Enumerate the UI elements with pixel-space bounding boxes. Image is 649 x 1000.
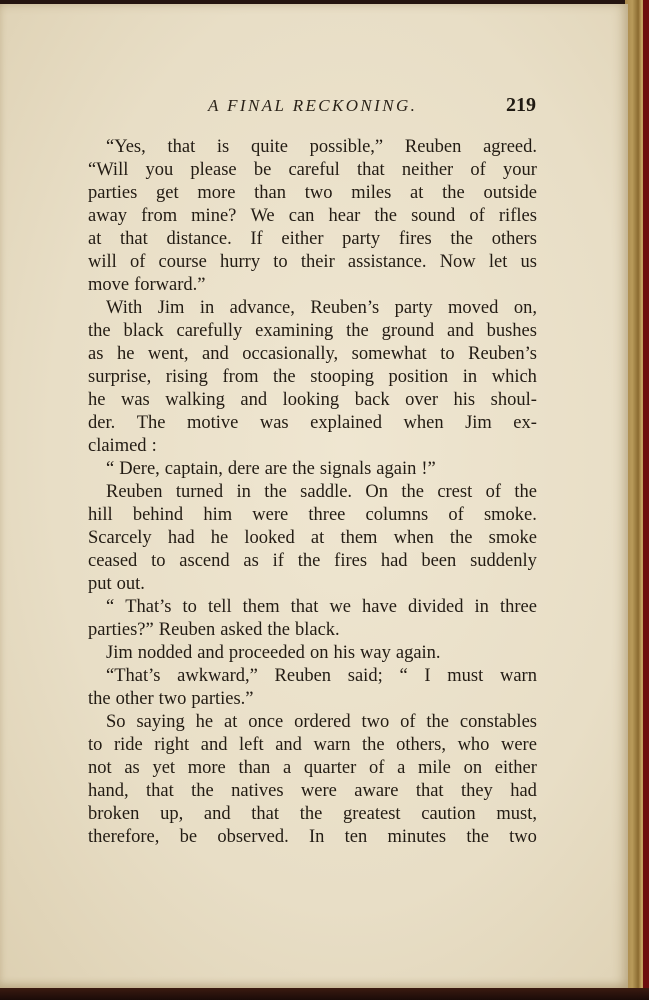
text-line (88, 481, 537, 504)
word: stooping (310, 367, 374, 387)
word: broken (88, 804, 140, 824)
word: nodded (137, 643, 193, 663)
word: forward.” (134, 275, 206, 295)
text-line (88, 458, 537, 481)
word: had (167, 528, 195, 548)
word: and (197, 643, 224, 663)
text-line (88, 320, 537, 343)
word: tell (207, 597, 232, 617)
word: to (440, 344, 455, 364)
word: rifles (498, 206, 537, 226)
word: get (156, 183, 179, 203)
word: walking (165, 390, 225, 410)
word: “That’s (106, 666, 161, 686)
word: surprise, (88, 367, 152, 387)
word: two (361, 712, 390, 732)
text-line (88, 435, 537, 458)
word: saddle. (300, 482, 353, 502)
page-number: 219 (506, 94, 536, 116)
word: him (203, 505, 233, 525)
text-line (88, 757, 537, 780)
word: carefully (176, 321, 243, 341)
word: them (340, 528, 378, 548)
word: Now (439, 252, 476, 272)
word: Scarcely (88, 528, 152, 548)
word: “Will (88, 160, 129, 180)
word: rising (165, 367, 208, 387)
word: examining (255, 321, 334, 341)
word: be (253, 160, 272, 180)
word: “ (399, 666, 408, 686)
word: smoke (488, 528, 537, 548)
word: : (151, 436, 157, 456)
word: miles (351, 183, 392, 203)
word: that (251, 804, 280, 824)
word: on (309, 643, 329, 663)
word: again. (395, 643, 441, 663)
word: the (514, 482, 537, 502)
text-line (88, 734, 537, 757)
word: behind (132, 505, 184, 525)
word: when (403, 413, 444, 433)
word: the (88, 689, 111, 709)
text-line (88, 205, 537, 228)
word: Jim (465, 413, 492, 433)
word: from (222, 367, 259, 387)
word: advance, (229, 298, 295, 318)
word: divided (408, 597, 464, 617)
word: he (195, 712, 214, 732)
word: at (310, 528, 325, 548)
word: the (267, 620, 290, 640)
word: We (250, 206, 275, 226)
word: shoul- (490, 390, 537, 410)
text-line (88, 596, 537, 619)
word: the (264, 482, 287, 502)
word: more (187, 758, 226, 778)
word: other (115, 689, 154, 709)
word: the (362, 735, 385, 755)
word: have (362, 597, 397, 617)
word: that (290, 597, 319, 617)
text-line (88, 274, 537, 297)
word: In (308, 827, 325, 847)
word: others (491, 229, 537, 249)
word: black (123, 321, 164, 341)
word: that (145, 781, 174, 801)
word: if (272, 551, 284, 571)
word: bushes (486, 321, 537, 341)
text-line (88, 780, 537, 803)
word: way (360, 643, 391, 663)
word: hand, (88, 781, 129, 801)
word: when (393, 528, 434, 548)
text-line (88, 573, 537, 596)
word: to (88, 735, 103, 755)
word: position (388, 367, 449, 387)
word: With (106, 298, 143, 318)
word: the (346, 321, 369, 341)
word: hill (88, 505, 113, 525)
word: saying (136, 712, 185, 732)
word: mile (417, 758, 451, 778)
word: are (264, 459, 288, 479)
word: than (254, 183, 286, 203)
word: careful (288, 160, 340, 180)
word: Jim (106, 643, 133, 663)
text-line (88, 665, 537, 688)
word: awkward,” (177, 666, 258, 686)
word: the (442, 183, 465, 203)
word: again (376, 459, 417, 479)
word: as (243, 551, 259, 571)
word: quarter (303, 758, 357, 778)
word: from (141, 206, 178, 226)
word: fires (334, 551, 368, 571)
word: black. (295, 620, 340, 640)
word: somewhat (351, 344, 427, 364)
word: be (179, 827, 198, 847)
word: parties.” (191, 689, 254, 709)
word: on (463, 758, 483, 778)
word: dere (227, 459, 260, 479)
word: claimed (88, 436, 147, 456)
word: looking (282, 390, 340, 410)
word: therefore, (88, 827, 160, 847)
word: move (88, 275, 130, 295)
word: either (494, 758, 537, 778)
word: Reuben (404, 137, 462, 157)
word: party (394, 298, 433, 318)
book-cover-edge (643, 0, 649, 1000)
word: were (300, 781, 337, 801)
word: the (297, 551, 321, 571)
word: occasionally, (242, 344, 339, 364)
word: in (199, 298, 215, 318)
word: fires (398, 229, 432, 249)
word: please (190, 160, 237, 180)
word: of (368, 758, 385, 778)
word: he (88, 390, 106, 410)
word: Dere, (119, 459, 160, 479)
word: I (424, 666, 431, 686)
word: If (250, 229, 263, 249)
word: minutes (387, 827, 447, 847)
word: left (239, 735, 264, 755)
word: der. (88, 413, 116, 433)
body-text (88, 136, 537, 849)
word: that (356, 160, 385, 180)
word: captain, (164, 459, 223, 479)
word: on, (513, 298, 537, 318)
word: must, (496, 804, 537, 824)
word: suddenly (470, 551, 537, 571)
text-line (88, 136, 537, 159)
text-line (88, 711, 537, 734)
text-line (88, 251, 537, 274)
word: ordered (294, 712, 351, 732)
word: the (191, 781, 214, 801)
word: you (145, 160, 174, 180)
word: constables (459, 712, 537, 732)
word: us (520, 252, 537, 272)
word: that (120, 229, 148, 249)
word: course (158, 252, 207, 272)
word: and (446, 321, 474, 341)
word: warn (499, 666, 537, 686)
word: parties (88, 183, 138, 203)
word: been (421, 551, 457, 571)
word: caution (421, 804, 476, 824)
word: in (462, 367, 478, 387)
word: he (116, 344, 135, 364)
word: they (460, 781, 493, 801)
word: will (88, 252, 117, 272)
word: Reuben (106, 482, 163, 502)
word: put (88, 574, 112, 594)
word: was (259, 413, 289, 433)
text-line (88, 366, 537, 389)
word: were (500, 735, 537, 755)
word: to (151, 551, 166, 571)
word: can (288, 206, 315, 226)
book-bottom-edge (0, 988, 649, 1000)
text-line (88, 688, 537, 711)
text-line (88, 550, 537, 573)
word: to (182, 597, 197, 617)
word: and (275, 735, 302, 755)
word: party (342, 229, 381, 249)
word: up, (160, 804, 184, 824)
word: “ (106, 597, 115, 617)
word: the (273, 367, 296, 387)
word: Reuben’s (468, 344, 537, 364)
word: over (405, 390, 439, 410)
text-line (88, 803, 537, 826)
word: So (106, 712, 126, 732)
word: his (453, 390, 476, 410)
word: a (397, 758, 406, 778)
word: parties?” (88, 620, 154, 640)
word: to (273, 252, 288, 272)
word: turned (175, 482, 224, 502)
word: ceased (88, 551, 138, 571)
word: Reuben (158, 620, 216, 640)
word: we (329, 597, 352, 617)
word: and (202, 344, 229, 364)
word: natives (231, 781, 284, 801)
word: !” (421, 459, 436, 479)
word: not (88, 758, 112, 778)
text-line (88, 504, 537, 527)
word: others, (396, 735, 447, 755)
word: sound (411, 206, 456, 226)
text-line (88, 412, 537, 435)
text-line (88, 826, 537, 849)
word: proceeded (228, 643, 305, 663)
word: the (374, 206, 398, 226)
running-title: A FINAL RECKONING. (208, 96, 418, 115)
word: that (415, 781, 444, 801)
word: “ (106, 459, 115, 479)
word: the (449, 528, 473, 548)
word: must (447, 666, 484, 686)
word: That’s (125, 597, 172, 617)
word: than (238, 758, 271, 778)
word: a (282, 758, 292, 778)
word: is (216, 137, 230, 157)
word: at (410, 183, 424, 203)
word: crest (437, 482, 473, 502)
word: mine? (191, 206, 237, 226)
word: columns (365, 505, 429, 525)
word: of (469, 206, 485, 226)
text-line (88, 619, 537, 642)
word: outside (483, 183, 537, 203)
word: assistance. (347, 252, 427, 272)
word: agreed. (483, 137, 537, 157)
word: of (448, 505, 464, 525)
word: motive (186, 413, 239, 433)
word: moved (448, 298, 499, 318)
word: at (224, 712, 238, 732)
word: of (400, 712, 416, 732)
word: more (197, 183, 236, 203)
running-head (0, 94, 628, 120)
word: that (167, 137, 196, 157)
word: either (281, 229, 324, 249)
text-line (88, 389, 537, 412)
word: in (474, 597, 489, 617)
word: of (129, 252, 146, 272)
word: The (136, 413, 166, 433)
word: went, (147, 344, 189, 364)
word: asked (220, 620, 263, 640)
word: Jim (157, 298, 185, 318)
word: three (499, 597, 537, 617)
text-line (88, 642, 537, 665)
word: was (120, 390, 150, 410)
word: as (88, 344, 104, 364)
word: explained (310, 413, 383, 433)
word: possible,” (309, 137, 384, 157)
word: Reuben’s (310, 298, 380, 318)
word: ground (381, 321, 435, 341)
word: had (380, 551, 408, 571)
word: and (203, 804, 231, 824)
word: said; (347, 666, 383, 686)
word: the (450, 229, 474, 249)
word: signals (319, 459, 372, 479)
word: Reuben (274, 666, 332, 686)
word: ten (344, 827, 368, 847)
word: the (88, 321, 111, 341)
word: observed. (217, 827, 289, 847)
text-line (88, 228, 537, 251)
word: looked (244, 528, 295, 548)
word: back (354, 390, 390, 410)
word: the (292, 459, 315, 479)
word: out. (116, 574, 145, 594)
word: and (200, 735, 228, 755)
word: two (509, 827, 537, 847)
word: quite (250, 137, 288, 157)
word: in (236, 482, 251, 502)
word: the (426, 712, 450, 732)
word: at (88, 229, 102, 249)
word: the (466, 827, 489, 847)
word: the (401, 482, 424, 502)
word: the (299, 804, 323, 824)
word: were (252, 505, 289, 525)
word: your (502, 160, 537, 180)
word: On (365, 482, 389, 502)
book-page (0, 4, 628, 988)
word: them (242, 597, 280, 617)
text-line (88, 297, 537, 320)
word: smoke. (483, 505, 537, 525)
text-line (88, 182, 537, 205)
word: his (333, 643, 356, 663)
word: once (248, 712, 284, 732)
word: away (88, 206, 128, 226)
text-line (88, 343, 537, 366)
word: which (491, 367, 537, 387)
word: hear (328, 206, 361, 226)
word: right (154, 735, 190, 755)
word: greatest (343, 804, 401, 824)
word: ride (113, 735, 143, 755)
word: yet (152, 758, 176, 778)
word: ascend (179, 551, 230, 571)
word: aware (354, 781, 399, 801)
word: distance. (166, 229, 232, 249)
word: let (488, 252, 508, 272)
word: who (457, 735, 490, 755)
word: their (300, 252, 335, 272)
word: he (210, 528, 229, 548)
word: three (308, 505, 346, 525)
word: and (240, 390, 268, 410)
word: warn (313, 735, 351, 755)
word: of (485, 482, 502, 502)
word: as (124, 758, 140, 778)
word: had (510, 781, 537, 801)
word: hurry (220, 252, 261, 272)
word: ex- (513, 413, 537, 433)
word: neither (401, 160, 454, 180)
word: two (158, 689, 187, 709)
text-line (88, 527, 537, 550)
word: of (470, 160, 486, 180)
word: two (304, 183, 333, 203)
word: “Yes, (106, 137, 146, 157)
text-line (88, 159, 537, 182)
